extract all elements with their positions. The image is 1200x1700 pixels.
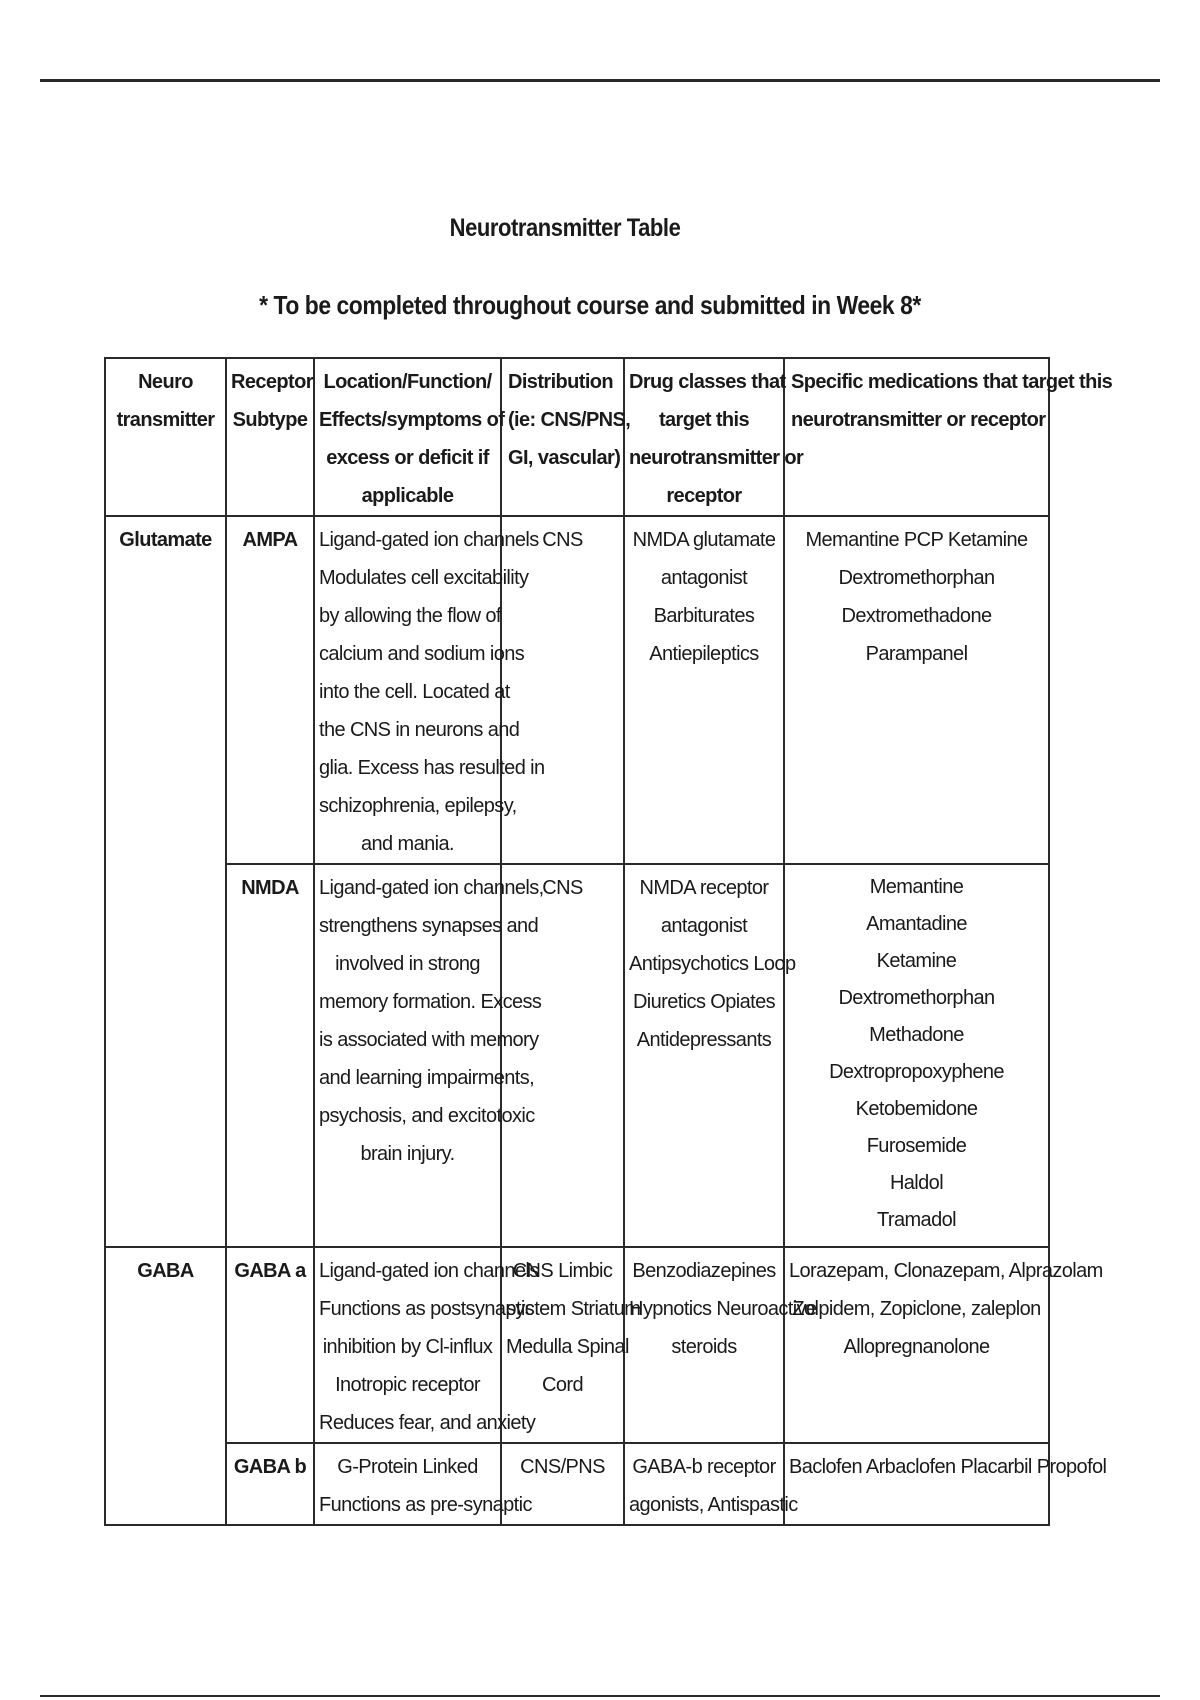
cell-line: Furosemide — [866, 1135, 967, 1157]
cell-line: Distribution — [508, 371, 614, 393]
cell-line: calcium and sodium ions — [319, 643, 525, 665]
cell-line: Hypnotics Neuroactive — [629, 1298, 817, 1320]
cell-line: Receptor — [231, 371, 313, 393]
location-function-cell — [314, 516, 545, 864]
header-distribution — [501, 358, 631, 516]
cell-line: CNS — [542, 529, 583, 551]
cell-line: Diuretics Opiates — [632, 991, 776, 1013]
cell-line: CNS Limbic — [512, 1260, 613, 1282]
table-row — [105, 516, 1049, 864]
medications-cell — [784, 864, 1049, 1247]
cell-line: receptor — [666, 485, 742, 507]
cell-line: Medulla Spinal — [506, 1336, 629, 1358]
cell-line: brain injury. — [360, 1143, 455, 1165]
cell-line: neurotransmitter or receptor — [791, 409, 1046, 431]
cell-line: Ligand-gated ion channels, — [319, 877, 544, 899]
cell-line: Methadone — [869, 1024, 964, 1046]
cell-line: G-Protein Linked — [337, 1456, 478, 1478]
cell-line: Ligand-gated ion channels — [319, 1260, 539, 1282]
header-receptor-subtype — [226, 358, 314, 516]
cell-line: Dextromethorphan — [838, 987, 995, 1009]
cell-line: Antipsychotics Loop — [629, 953, 796, 975]
cell-line: GABA-b receptor — [632, 1456, 776, 1478]
cell-line: CNS/PNS — [520, 1456, 605, 1478]
drug-classes-cell — [624, 864, 796, 1247]
cell-line: Modulates cell excitability — [319, 567, 529, 589]
receptor-subtype-cell: GABA b — [226, 1443, 314, 1525]
location-function-cell — [314, 1247, 539, 1443]
cell-line: excess or deficit if — [326, 447, 489, 469]
cell-line: steroids — [671, 1336, 737, 1358]
drug-classes-cell — [624, 1247, 817, 1443]
medications-cell — [784, 1443, 1107, 1525]
cell-line: Memantine PCP Ketamine — [805, 529, 1028, 551]
cell-line: system Striatum — [506, 1298, 641, 1320]
cell-line: Memantine — [869, 876, 964, 898]
cell-line: antagonist — [660, 567, 748, 589]
cell-line: involved in strong — [335, 953, 480, 975]
header-specific-medications — [784, 358, 1113, 516]
table-row — [105, 864, 1049, 1247]
cell-line: schizophrenia, epilepsy, — [319, 795, 517, 817]
cell-line: inhibition by Cl-influx — [322, 1336, 493, 1358]
cell-line: Drug classes that — [629, 371, 786, 393]
cell-line: and learning impairments, — [319, 1067, 535, 1089]
cell-line: Cord — [542, 1374, 583, 1396]
cell-line: Specific medications that target this — [791, 371, 1113, 393]
header-drug-classes — [624, 358, 804, 516]
cell-line: Subtype — [232, 409, 308, 431]
cell-line: transmitter — [116, 409, 215, 431]
document-title: Neurotransmitter Table — [449, 214, 681, 242]
receptor-subtype-cell: AMPA — [226, 516, 314, 864]
location-function-cell — [314, 1443, 532, 1525]
cell-line: Parampanel — [865, 643, 968, 665]
cell-line: Neuro — [138, 371, 193, 393]
cell-line: the CNS in neurons and — [319, 719, 520, 741]
cell-line: Benzodiazepines — [632, 1260, 776, 1282]
medications-cell — [784, 516, 1049, 864]
neurotransmitter-table — [104, 357, 1113, 1526]
cell-line: Dextromethadone — [841, 605, 992, 627]
cell-line: GI, vascular) — [508, 447, 621, 469]
cell-line: psychosis, and excitotoxic — [319, 1105, 535, 1127]
cell-line: Haldol — [889, 1172, 944, 1194]
header-neurotransmitter — [105, 358, 226, 516]
cell-line: Baclofen Arbaclofen Placarbil Propofol — [789, 1456, 1107, 1478]
cell-line: Dextropropoxyphene — [829, 1061, 1004, 1083]
cell-line: and mania. — [361, 833, 454, 855]
cell-line: Barbiturates — [653, 605, 755, 627]
cell-line: Functions as postsynaptic — [319, 1298, 535, 1320]
cell-line: Inotropic receptor — [335, 1374, 480, 1396]
document-subtitle: * To be completed throughout course and submitted in Week 8* — [259, 290, 921, 320]
cell-line: Functions as pre-synaptic — [319, 1494, 532, 1516]
receptor-subtype-cell: NMDA — [226, 864, 314, 1247]
cell-line: Reduces fear, and anxiety — [319, 1412, 536, 1434]
cell-line: NMDA receptor — [639, 877, 769, 899]
cell-line: agonists, Antispastic — [629, 1494, 798, 1516]
cell-line: memory formation. Excess — [319, 991, 542, 1013]
neurotransmitter-cell: Glutamate — [105, 516, 226, 1247]
drug-classes-cell — [624, 516, 784, 864]
cell-line: glia. Excess has resulted in — [319, 757, 545, 779]
cell-line: Antiepileptics — [649, 643, 759, 665]
cell-line: by allowing the flow of — [319, 605, 501, 627]
drug-classes-cell — [624, 1443, 798, 1525]
cell-line: Dextromethorphan — [838, 567, 995, 589]
cell-line: Allopregnanolone — [843, 1336, 990, 1358]
header-location-function — [314, 358, 505, 516]
cell-line: antagonist — [660, 915, 748, 937]
bottom-rule — [40, 1695, 1160, 1697]
cell-line: Ketobemidone — [855, 1098, 978, 1120]
neurotransmitter-cell: GABA — [105, 1247, 226, 1525]
cell-line: (ie: CNS/PNS, — [508, 409, 631, 431]
cell-line: into the cell. Located at — [319, 681, 510, 703]
cell-line: NMDA glutamate — [632, 529, 776, 551]
table-row — [105, 1247, 1049, 1443]
cell-line: is associated with memory — [319, 1029, 539, 1051]
cell-line: Zolpidem, Zopiclone, zaleplon — [792, 1298, 1041, 1320]
cell-line: Lorazepam, Clonazepam, Alprazolam — [789, 1260, 1103, 1282]
table-header-row — [105, 358, 1049, 516]
cell-line: Amantadine — [866, 913, 967, 935]
cell-line: strengthens synapses and — [319, 915, 539, 937]
top-rule — [40, 79, 1160, 82]
cell-line: neurotransmitter or — [629, 447, 804, 469]
cell-line: Ligand-gated ion channels — [319, 529, 539, 551]
medications-cell — [784, 1247, 1103, 1443]
cell-line: applicable — [361, 485, 454, 507]
receptor-subtype-cell: GABA a — [226, 1247, 314, 1443]
cell-line: Location/Function/ — [323, 371, 492, 393]
cell-line: CNS — [542, 877, 583, 899]
cell-line: Tramadol — [877, 1209, 956, 1231]
cell-line: Antidepressants — [636, 1029, 772, 1051]
cell-line: Ketamine — [876, 950, 957, 972]
location-function-cell — [314, 864, 544, 1247]
cell-line: Effects/symptoms of — [319, 409, 505, 431]
cell-line: target this — [658, 409, 750, 431]
table-row — [105, 1443, 1049, 1525]
